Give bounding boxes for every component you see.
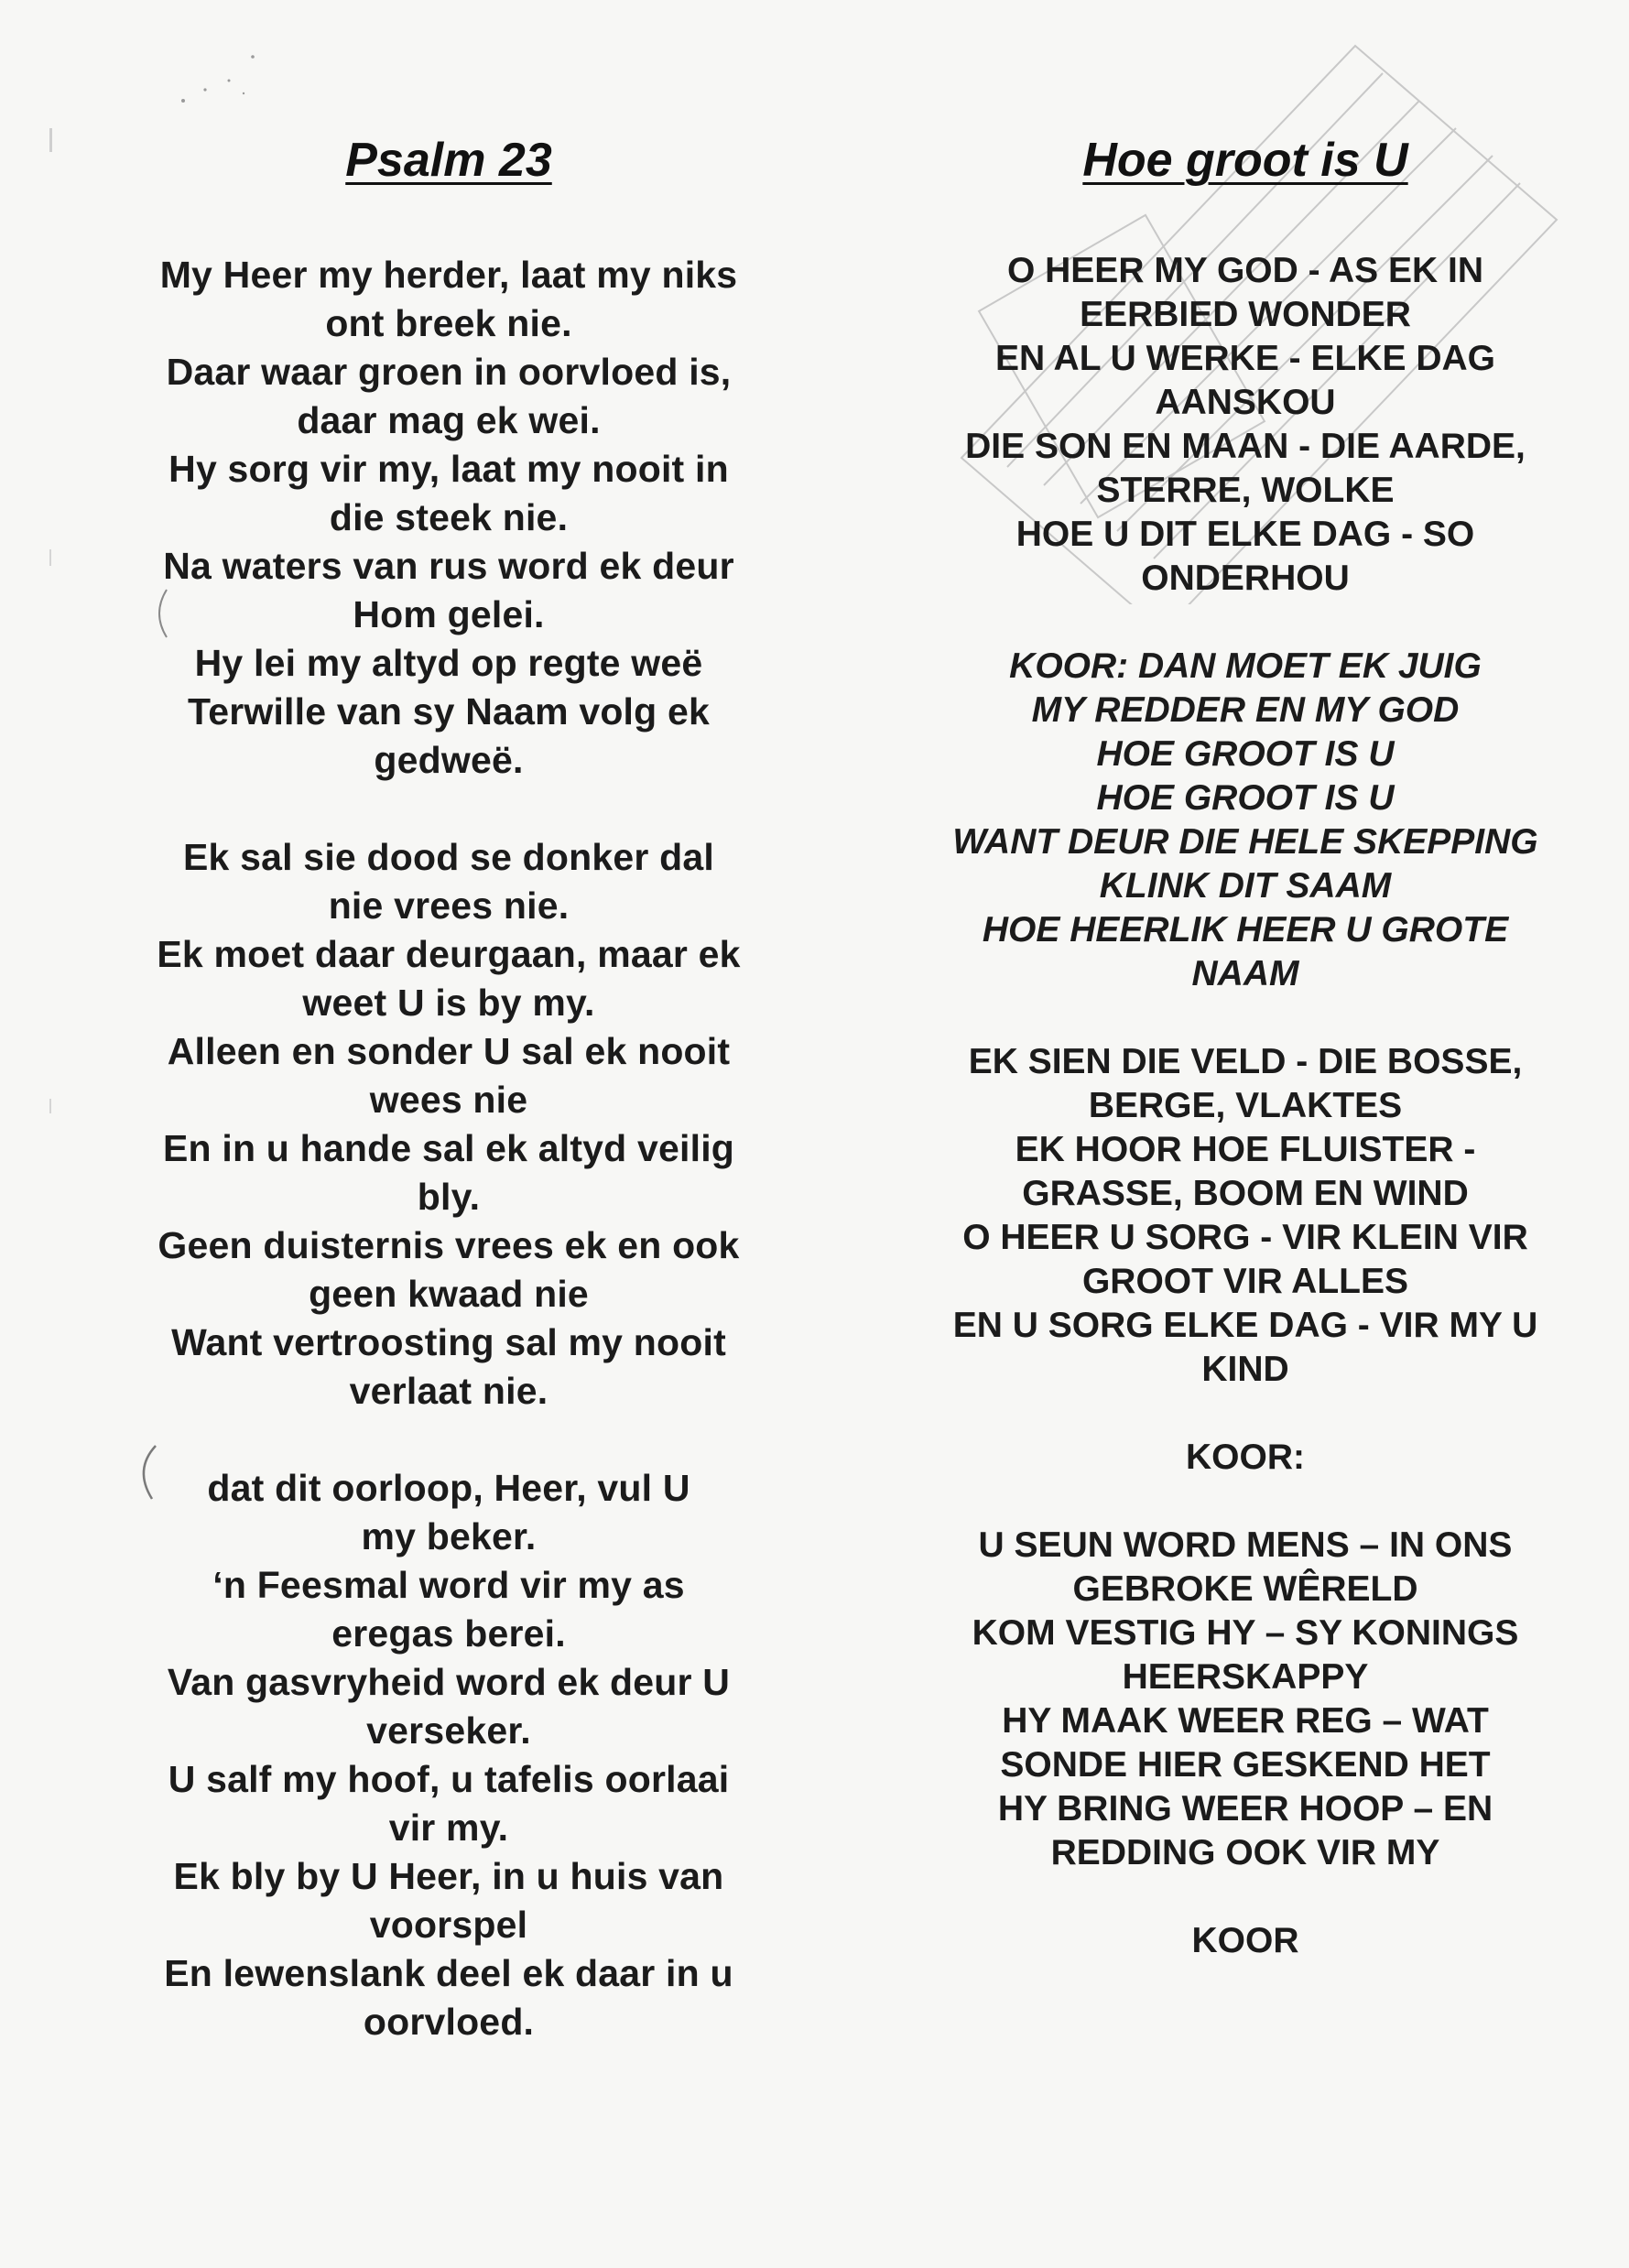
psalm-line: nie vrees nie. xyxy=(328,884,570,927)
hymn-line: HEERSKAPPY xyxy=(1122,1657,1369,1697)
psalm-line: En lewenslank deel ek daar in u xyxy=(164,1952,733,1994)
hymn-lyrics xyxy=(907,249,1584,1963)
psalm-line: gedweë. xyxy=(374,739,524,781)
psalm-line: ‘n Feesmal word vir my as xyxy=(212,1564,685,1606)
hymn-line: GRASSE, BOOM EN WIND xyxy=(1022,1174,1469,1213)
hymn-line: EERBIED WONDER xyxy=(1080,295,1411,334)
psalm-line: Hy lei my altyd op regte weë xyxy=(194,642,703,684)
chorus-line: KLINK DIT SAAM xyxy=(1099,866,1392,906)
hymn-line: HY BRING WEER HOOP – EN xyxy=(997,1789,1493,1829)
hymn-line: HOE U DIT ELKE DAG - SO xyxy=(1015,515,1475,554)
psalm-line: U salf my hoof, u tafelis oorlaai xyxy=(168,1758,730,1800)
psalm-line: vir my. xyxy=(388,1807,509,1849)
hymn-line: EN U SORG ELKE DAG - VIR MY U xyxy=(952,1306,1538,1345)
psalm-line: Hy sorg vir my, laat my nooit in xyxy=(168,448,729,490)
stanza-gap xyxy=(907,1875,1584,1919)
stanza-gap xyxy=(907,996,1584,1040)
psalm-line: Geen duisternis vrees ek en ook xyxy=(157,1224,740,1266)
psalm-line: Want vertroosting sal my nooit xyxy=(171,1321,726,1363)
chorus-line: NAAM xyxy=(1191,954,1299,993)
chorus-line: HOE GROOT IS U xyxy=(1096,778,1395,818)
psalm-line: Van gasvryheid word ek deur U xyxy=(167,1661,731,1703)
hymn-line: GEBROKE WÊRELD xyxy=(1072,1569,1418,1609)
left-edge-mark xyxy=(49,128,52,152)
psalm-line: Ek bly by U Heer, in u huis van xyxy=(173,1855,724,1897)
stanza-gap xyxy=(110,785,787,833)
hymn-line: KOM VESTIG HY – SY KONINGS xyxy=(972,1613,1519,1653)
hymn-line: ONDERHOU xyxy=(1141,559,1350,598)
psalm-line: dat dit oorloop, Heer, vul U xyxy=(207,1467,690,1509)
psalm-line: Ek moet daar deurgaan, maar ek xyxy=(157,933,741,975)
hymn-line: U SEUN WORD MENS – IN ONS xyxy=(978,1525,1513,1565)
psalm-line: Terwille van sy Naam volg ek xyxy=(188,690,710,732)
hymn-line: HY MAAK WEER REG – WAT xyxy=(1002,1701,1489,1741)
psalm-line: wees nie xyxy=(369,1079,528,1121)
psalm-line: daar mag ek wei. xyxy=(297,399,601,441)
psalm-title: Psalm 23 xyxy=(345,134,552,187)
psalm-line: Alleen en sonder U sal ek nooit xyxy=(167,1030,731,1072)
chorus-line: HOE HEERLIK HEER U GROTE xyxy=(982,910,1509,950)
hymn-line: AANSKOU xyxy=(1155,383,1336,422)
psalm-line: My Heer my herder, laat my niks xyxy=(159,254,738,296)
left-edge-mark xyxy=(49,1099,51,1113)
stanza-gap xyxy=(907,1392,1584,1436)
hymn-title: Hoe groot is U xyxy=(1082,134,1408,187)
psalm-column xyxy=(110,128,787,2046)
stanza-gap xyxy=(110,1416,787,1464)
psalm-line: Daar waar groen in oorvloed is, xyxy=(166,351,732,393)
psalm-lyrics xyxy=(110,251,787,2046)
hymn-line: GROOT VIR ALLES xyxy=(1081,1262,1409,1301)
hymn-column xyxy=(907,128,1584,1963)
hymn-line: O HEER MY GOD - AS EK IN xyxy=(1006,251,1484,290)
psalm-line: verseker. xyxy=(366,1709,531,1752)
psalm-line: die steek nie. xyxy=(329,496,569,538)
hymn-line: KOOR: xyxy=(1186,1438,1305,1477)
hymn-line: EK SIEN DIE VELD - DIE BOSSE, xyxy=(968,1042,1523,1081)
chorus-line: MY REDDER EN MY GOD xyxy=(1031,690,1460,730)
psalm-line: oorvloed. xyxy=(363,2001,535,2043)
psalm-line: voorspel xyxy=(369,1904,528,1946)
psalm-line: weet U is by my. xyxy=(302,982,595,1024)
psalm-line: Na waters van rus word ek deur xyxy=(163,545,734,587)
chorus-line: WANT DEUR DIE HELE SKEPPING xyxy=(952,822,1538,862)
psalm-line: my beker. xyxy=(361,1515,537,1557)
hymn-line: EK HOOR HOE FLUISTER - xyxy=(1015,1130,1476,1169)
psalm-line: verlaat nie. xyxy=(349,1370,548,1412)
chorus-line: HOE GROOT IS U xyxy=(1096,734,1395,774)
psalm-line: eregas berei. xyxy=(331,1612,566,1655)
psalm-line: Ek sal sie dood se donker dal xyxy=(182,836,714,878)
psalm-line: En in u hande sal ek altyd veilig xyxy=(162,1127,735,1169)
hymn-line: O HEER U SORG - VIR KLEIN VIR xyxy=(962,1218,1528,1257)
hymn-line: KOOR xyxy=(1191,1921,1299,1960)
hymn-line: SONDE HIER GESKEND HET xyxy=(1000,1745,1491,1785)
psalm-line: bly. xyxy=(417,1176,481,1218)
hymn-line: REDDING OOK VIR MY xyxy=(1050,1833,1440,1872)
stanza-gap xyxy=(907,601,1584,645)
hymn-line: STERRE, WOLKE xyxy=(1096,471,1395,510)
hymn-line: DIE SON EN MAAN - DIE AARDE, xyxy=(965,427,1526,466)
left-edge-mark xyxy=(49,549,51,566)
psalm-line: ont breek nie. xyxy=(325,302,572,344)
chorus-line: KOOR: DAN MOET EK JUIG xyxy=(1009,646,1482,686)
hymn-line: EN AL U WERKE - ELKE DAG xyxy=(994,339,1496,378)
psalm-line: Hom gelei. xyxy=(353,593,545,635)
stanza-gap xyxy=(907,1480,1584,1524)
hymn-line: BERGE, VLAKTES xyxy=(1088,1086,1403,1125)
psalm-line: geen kwaad nie xyxy=(309,1273,589,1315)
scan-speck xyxy=(165,37,266,128)
hymn-line: KIND xyxy=(1201,1350,1289,1389)
